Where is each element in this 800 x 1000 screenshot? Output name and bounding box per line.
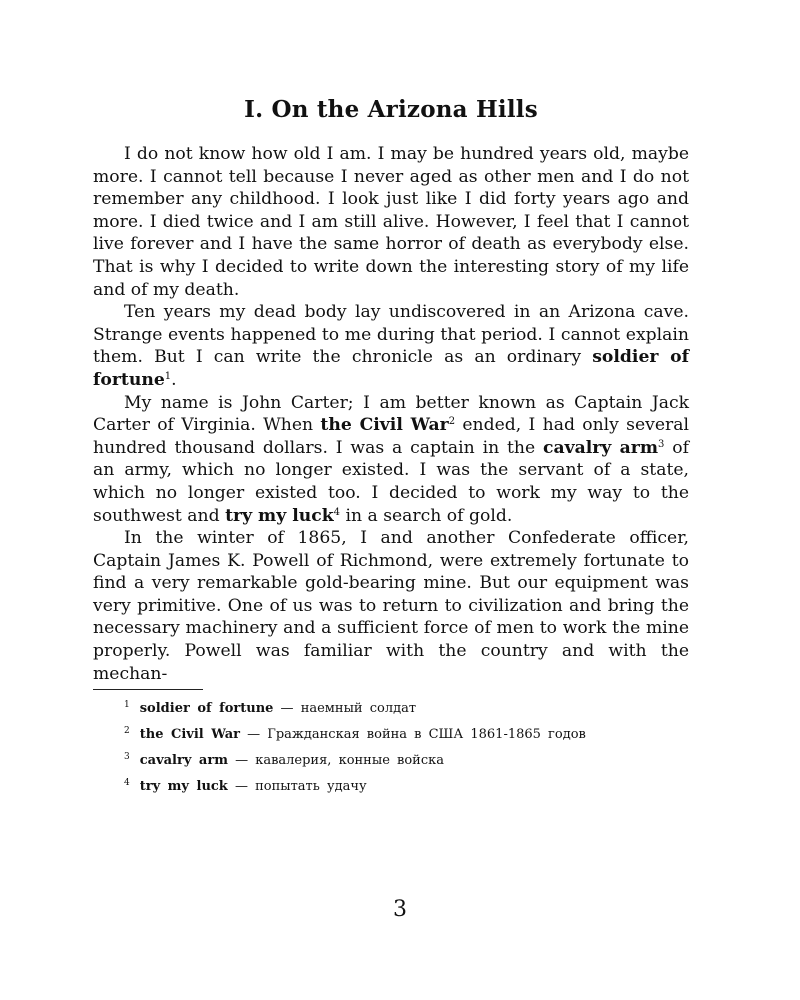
footnote-number: 2 xyxy=(124,726,130,737)
footnote-term: cavalry arm xyxy=(139,753,228,769)
term-cavalry-arm: cavalry arm xyxy=(543,437,659,458)
p3-text-2: ended, I had only several hundred thousand dollars. I was a captain in the xyxy=(93,415,690,458)
chapter-body xyxy=(93,143,689,685)
footnote-translation: попытать удачу xyxy=(255,779,367,795)
footnote-ref-3[interactable]: 3 xyxy=(658,438,665,450)
footnote-separator: — xyxy=(227,779,256,795)
p3-text-1: My name is John Carter; I am better known as Captain Jack Carter of Virginia. When xyxy=(93,392,689,436)
chapter-title: I. On the Arizona Hills xyxy=(244,96,538,123)
footnote-1 xyxy=(93,696,689,718)
term-soldier-of-fortune: soldier of fortune xyxy=(93,347,689,390)
footnote-term: the Civil War xyxy=(139,727,240,743)
footnote-number: 1 xyxy=(124,700,130,711)
paragraph-1: I do not know how old I am. I may be hundred years old, maybe more. I cannot tell because I never aged as other men and I do not remember any childhood. I look just like I did forty years ago and more. I died twice and I am still alive. However, I feel that I cannot live forever and I have the same horror of death as everybody else. That is why I decided to write down the interesting story of my life and of my death. xyxy=(93,144,689,300)
footnote-term: try my luck xyxy=(139,779,228,795)
footnote-separator: — xyxy=(239,727,268,743)
page-number: 3 xyxy=(393,897,407,922)
footnote-2 xyxy=(93,722,689,744)
footnote-ref-2[interactable]: 2 xyxy=(448,416,456,428)
footnote-divider xyxy=(93,689,203,690)
page-content xyxy=(93,96,689,800)
footnote-translation: наемный солдат xyxy=(300,701,417,717)
footnote-number: 4 xyxy=(124,778,130,789)
paragraph-4: In the winter of 1865, I and another Confederate officer, Captain James K. Powell of Richmond, were extremely fortunate to find a very remarkable gold-bearing mine. But our equipment was very primitive. One of us was to return to civilization and bring the necessary machinery and a sufficient force of men to work the mine properly. Powell was familiar with the country and with the mechan- xyxy=(93,528,689,684)
paragraph-3 xyxy=(93,392,689,528)
term-try-my-luck: try my luck xyxy=(225,505,334,526)
footnote-term: soldier of fortune xyxy=(139,701,274,717)
footnote-ref-1[interactable]: 1 xyxy=(164,370,172,382)
footnote-translation: кавалерия, конные войска xyxy=(255,753,444,769)
footnotes xyxy=(93,696,689,796)
footnote-separator: — xyxy=(273,701,301,717)
p3-text-4: in a search of gold. xyxy=(339,505,513,526)
footnote-3 xyxy=(93,748,689,770)
footnote-separator: — xyxy=(227,753,256,769)
paragraph-2 xyxy=(93,301,689,391)
term-civil-war: the Civil War xyxy=(320,415,449,436)
footnote-number: 3 xyxy=(124,752,130,763)
p2-text-2: . xyxy=(171,369,177,390)
footnote-ref-4[interactable]: 4 xyxy=(333,506,340,518)
p3-text-3: of an army, which no longer existed. I was the servant of a state, which no longer existed too. I decided to work my way to the southwest and xyxy=(93,437,689,526)
p2-text-1: Ten years my dead body lay undiscovered in an Arizona cave. Strange events happened to me during that period. I cannot explain them. But I can write the chronicle as an ordinary xyxy=(93,302,689,368)
footnote-4 xyxy=(93,774,689,796)
footnote-translation: Гражданская война в США 1861-1865 годов xyxy=(267,727,586,743)
